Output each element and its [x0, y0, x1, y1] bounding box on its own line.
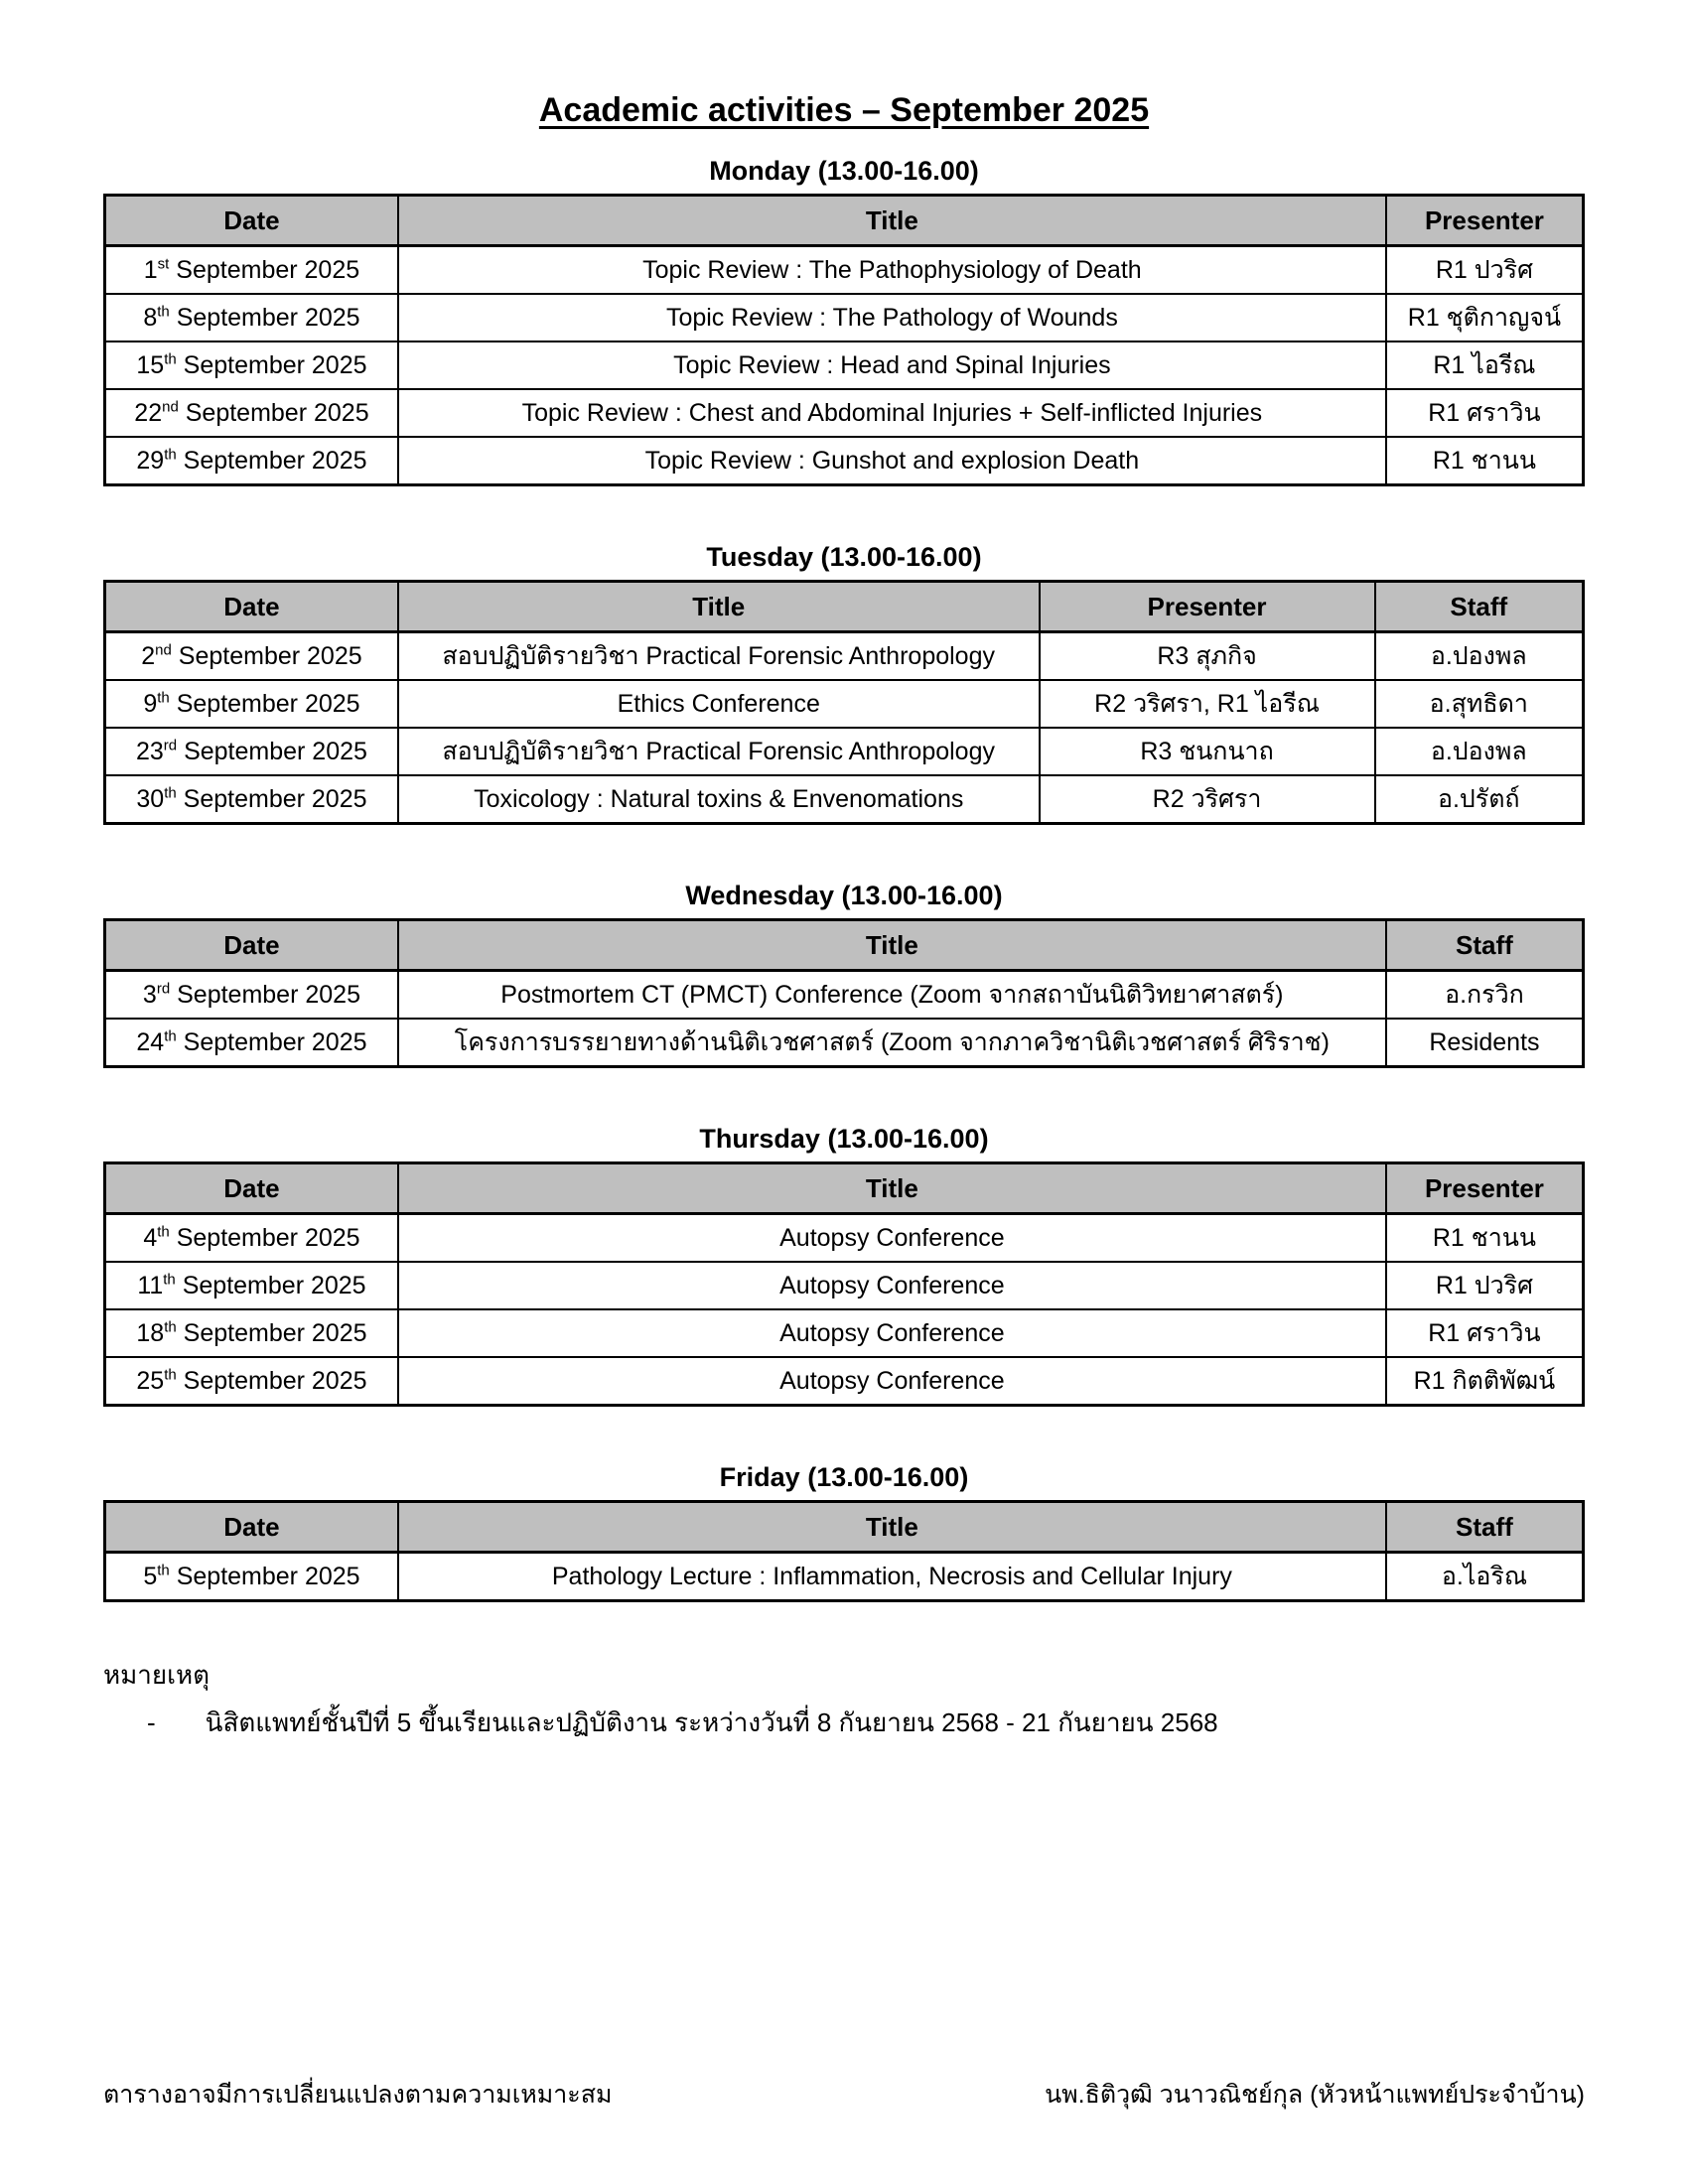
table-row: [105, 971, 1584, 1020]
date-month-year: September 2025: [176, 784, 367, 813]
date-month-year: September 2025: [176, 1366, 367, 1395]
title-cell: Topic Review : The Pathophysiology of Death: [398, 246, 1386, 295]
schedule-table-thursday: [103, 1161, 1585, 1407]
presenter-cell: R1 ปวริศ: [1386, 1262, 1584, 1309]
date-number: 5: [143, 1562, 158, 1590]
column-header-date: Date: [105, 196, 398, 246]
date-ordinal: th: [157, 1562, 170, 1579]
table-row: [105, 632, 1584, 681]
title-cell: Topic Review : Head and Spinal Injuries: [398, 341, 1386, 389]
date-number: 1: [143, 255, 158, 284]
notes-heading: หมายเหตุ: [103, 1660, 211, 1691]
date-number: 23: [135, 737, 164, 765]
column-header-staff: Staff: [1375, 582, 1584, 632]
column-header-presenter: Presenter: [1386, 196, 1584, 246]
date-cell: [105, 294, 398, 341]
date-ordinal: nd: [155, 641, 172, 659]
table-row: [105, 294, 1584, 341]
date-number: 24: [136, 1027, 165, 1056]
footer-signature: นพ.ธิติวุฒิ วนาวณิชย์กุล (หัวหน้าแพทย์ประจำบ้าน): [1045, 2081, 1585, 2109]
day-section-thursday: [103, 1124, 1585, 1407]
day-label-friday: Friday (13.00-16.00): [719, 1462, 969, 1493]
title-cell: Autopsy Conference: [398, 1357, 1386, 1406]
presenter-cell: R1 ศราวิน: [1386, 389, 1584, 437]
title-cell: Topic Review : Chest and Abdominal Injuries + Self-inflicted Injuries: [398, 389, 1386, 437]
date-month-year: September 2025: [176, 446, 367, 475]
title-cell: Topic Review : The Pathology of Wounds: [398, 294, 1386, 341]
date-month-year: September 2025: [176, 1318, 367, 1347]
day-section-friday: [103, 1462, 1585, 1602]
date-cell: [105, 728, 398, 775]
presenter-cell: R1 ชานน: [1386, 1214, 1584, 1263]
note-item: [103, 1706, 1585, 1739]
staff-cell: อ.กรวิก: [1386, 971, 1584, 1020]
date-month-year: September 2025: [177, 737, 367, 765]
column-header-title: Title: [398, 582, 1040, 632]
table-row: [105, 1262, 1584, 1309]
date-cell: [105, 1214, 398, 1263]
date-number: 9: [143, 689, 158, 718]
header-row: [105, 582, 1584, 632]
day-section-monday: [103, 156, 1585, 486]
date-cell: [105, 341, 398, 389]
date-number: 11: [137, 1271, 164, 1299]
title-cell: โครงการบรรยายทางด้านนิติเวชศาสตร์ (Zoom จากภาควิชานิติเวชศาสตร์ ศิริราช): [398, 1019, 1386, 1067]
presenter-cell: R2 วริศรา: [1040, 775, 1375, 824]
table-row: [105, 341, 1584, 389]
footer-disclaimer: ตารางอาจมีการเปลี่ยนแปลงตามความเหมาะสม: [103, 2081, 613, 2109]
date-ordinal: th: [164, 350, 177, 368]
date-number: 22: [134, 398, 163, 427]
title-cell: สอบปฏิบัติรายวิชา Practical Forensic Anthropology: [398, 632, 1040, 681]
schedule-table-tuesday: [103, 580, 1585, 825]
column-header-presenter: Presenter: [1040, 582, 1375, 632]
page-footer: [103, 2075, 1585, 2115]
date-month-year: September 2025: [176, 350, 367, 379]
date-ordinal: rd: [156, 980, 171, 998]
date-number: 2: [141, 641, 156, 670]
date-cell: [105, 437, 398, 485]
date-number: 25: [136, 1366, 165, 1395]
title-cell: Autopsy Conference: [398, 1309, 1386, 1357]
title-cell: Toxicology : Natural toxins & Envenomations: [398, 775, 1040, 824]
date-number: 18: [136, 1318, 165, 1347]
presenter-cell: R1 ชุติกาญจน์: [1386, 294, 1584, 341]
date-ordinal: th: [164, 784, 177, 802]
date-ordinal: th: [163, 1271, 176, 1289]
date-cell: [105, 632, 398, 681]
title-cell: Topic Review : Gunshot and explosion Death: [398, 437, 1386, 485]
header-row: [105, 920, 1584, 971]
column-header-title: Title: [398, 196, 1386, 246]
column-header-title: Title: [398, 920, 1386, 971]
page-title: Academic activities – September 2025: [538, 91, 1150, 129]
day-section-wednesday: [103, 881, 1585, 1068]
date-month-year: September 2025: [176, 1027, 367, 1056]
date-month-year: September 2025: [169, 303, 360, 332]
date-ordinal: th: [164, 1366, 177, 1384]
date-month-year: September 2025: [169, 255, 360, 284]
column-header-staff: Staff: [1386, 1502, 1584, 1553]
date-cell: [105, 775, 398, 824]
staff-cell: อ.ไอริณ: [1386, 1553, 1584, 1601]
presenter-cell: R3 ชนกนาถ: [1040, 728, 1375, 775]
column-header-title: Title: [398, 1163, 1386, 1214]
table-row: [105, 437, 1584, 485]
day-label-monday: Monday (13.00-16.00): [709, 156, 979, 187]
title-cell: Postmortem CT (PMCT) Conference (Zoom จากสถาบันนิติวิทยาศาสตร์): [398, 971, 1386, 1020]
table-row: [105, 1553, 1584, 1601]
day-section-tuesday: [103, 542, 1585, 825]
date-cell: [105, 1019, 398, 1067]
title-cell: Autopsy Conference: [398, 1262, 1386, 1309]
date-ordinal: th: [164, 446, 177, 464]
table-row: [105, 680, 1584, 728]
header-row: [105, 196, 1584, 246]
date-cell: [105, 1553, 398, 1601]
note-bullet-dash: -: [147, 1707, 156, 1738]
title-cell: สอบปฏิบัติรายวิชา Practical Forensic Anthropology: [398, 728, 1040, 775]
date-month-year: September 2025: [171, 641, 362, 670]
date-month-year: September 2025: [175, 1271, 366, 1299]
date-month-year: September 2025: [169, 1562, 360, 1590]
date-ordinal: th: [164, 1318, 177, 1336]
notes-section: [103, 1658, 1585, 1739]
staff-cell: อ.สุทธิดา: [1375, 680, 1584, 728]
presenter-cell: R1 ชานน: [1386, 437, 1584, 485]
date-cell: [105, 971, 398, 1020]
table-row: [105, 775, 1584, 824]
presenter-cell: R1 กิตติพัฒน์: [1386, 1357, 1584, 1406]
date-number: 30: [136, 784, 165, 813]
date-month-year: September 2025: [170, 980, 360, 1009]
table-row: [105, 1214, 1584, 1263]
date-ordinal: th: [157, 689, 170, 707]
presenter-cell: R1 ศราวิน: [1386, 1309, 1584, 1357]
staff-cell: Residents: [1386, 1019, 1584, 1067]
day-label-thursday: Thursday (13.00-16.00): [699, 1124, 989, 1155]
presenter-cell: R1 ปวริศ: [1386, 246, 1584, 295]
date-cell: [105, 1262, 398, 1309]
date-number: 3: [142, 980, 157, 1009]
table-row: [105, 1019, 1584, 1067]
column-header-staff: Staff: [1386, 920, 1584, 971]
day-label-tuesday: Tuesday (13.00-16.00): [706, 542, 982, 573]
day-label-wednesday: Wednesday (13.00-16.00): [685, 881, 1003, 911]
column-header-date: Date: [105, 582, 398, 632]
header-row: [105, 1502, 1584, 1553]
date-number: 4: [143, 1223, 158, 1252]
column-header-date: Date: [105, 1502, 398, 1553]
presenter-cell: R2 วริศรา, R1 ไอรีณ: [1040, 680, 1375, 728]
table-row: [105, 728, 1584, 775]
header-row: [105, 1163, 1584, 1214]
date-month-year: September 2025: [169, 689, 360, 718]
date-number: 8: [143, 303, 158, 332]
staff-cell: อ.ปองพล: [1375, 728, 1584, 775]
date-ordinal: st: [157, 255, 170, 273]
date-cell: [105, 1309, 398, 1357]
date-month-year: September 2025: [178, 398, 369, 427]
column-header-date: Date: [105, 1163, 398, 1214]
column-header-presenter: Presenter: [1386, 1163, 1584, 1214]
date-ordinal: nd: [162, 398, 179, 416]
column-header-date: Date: [105, 920, 398, 971]
column-header-title: Title: [398, 1502, 1386, 1553]
date-ordinal: th: [157, 1223, 170, 1241]
title-cell: Autopsy Conference: [398, 1214, 1386, 1263]
date-number: 15: [136, 350, 165, 379]
staff-cell: อ.ปรัตถ์: [1375, 775, 1584, 824]
date-cell: [105, 1357, 398, 1406]
date-number: 29: [136, 446, 165, 475]
table-row: [105, 246, 1584, 295]
schedule-table-monday: [103, 194, 1585, 486]
date-month-year: September 2025: [169, 1223, 360, 1252]
presenter-cell: R3 สุภกิจ: [1040, 632, 1375, 681]
title-cell: Pathology Lecture : Inflammation, Necrosis and Cellular Injury: [398, 1553, 1386, 1601]
date-ordinal: rd: [163, 737, 178, 754]
staff-cell: อ.ปองพล: [1375, 632, 1584, 681]
date-cell: [105, 246, 398, 295]
table-row: [105, 1309, 1584, 1357]
note-text: นิสิตแพทย์ชั้นปีที่ 5 ขึ้นเรียนและปฏิบัติงาน ระหว่างวันที่ 8 กันยายน 2568 - 21 กันยายน 2568: [205, 1707, 1218, 1738]
date-ordinal: th: [157, 303, 170, 321]
presenter-cell: R1 ไอรีณ: [1386, 341, 1584, 389]
schedule-table-wednesday: [103, 918, 1585, 1068]
date-cell: [105, 389, 398, 437]
schedule-tables-container: [103, 156, 1585, 1602]
schedule-table-friday: [103, 1500, 1585, 1602]
date-cell: [105, 680, 398, 728]
table-row: [105, 1357, 1584, 1406]
title-cell: Ethics Conference: [398, 680, 1040, 728]
table-row: [105, 389, 1584, 437]
date-ordinal: th: [164, 1027, 177, 1045]
